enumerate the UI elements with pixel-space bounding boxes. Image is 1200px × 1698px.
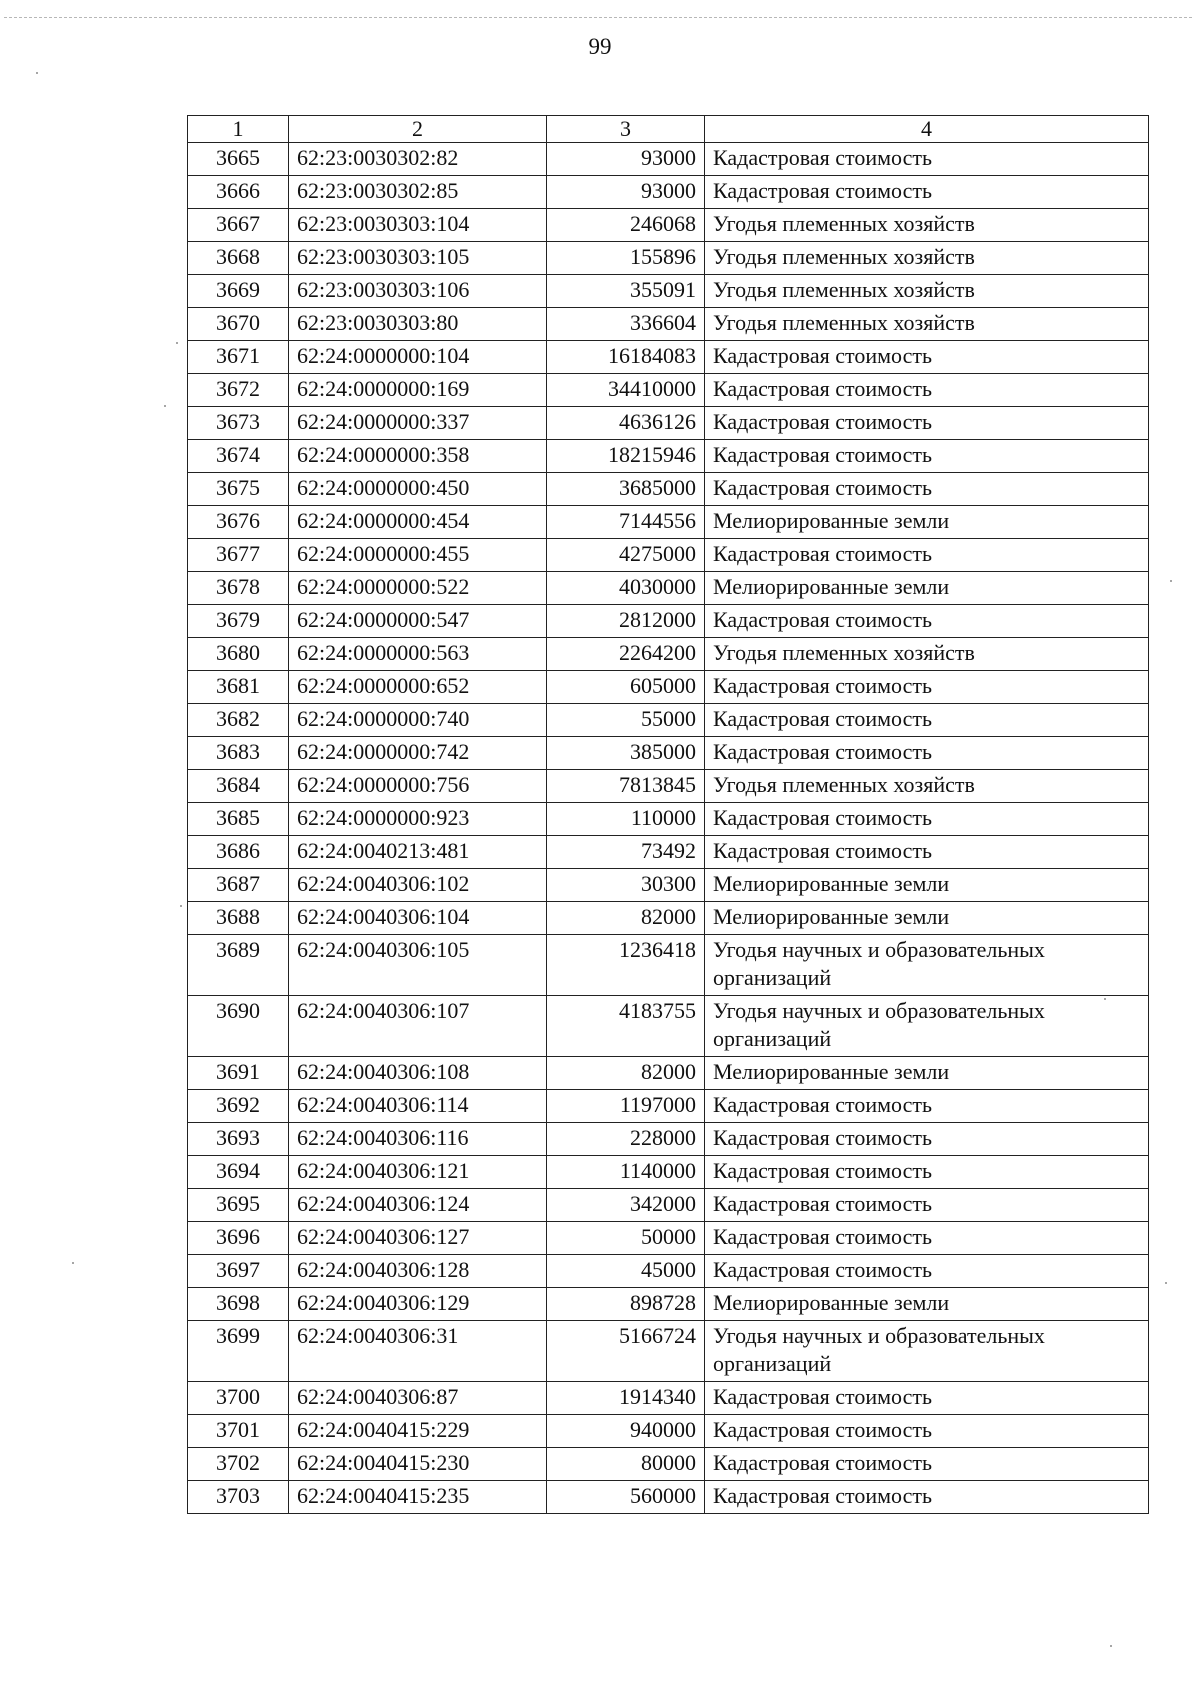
land-category: Кадастровая стоимость — [705, 473, 1149, 506]
cadastral-value: 34410000 — [547, 374, 705, 407]
cadastral-number: 62:24:0040306:107 — [289, 996, 547, 1057]
scan-speck — [180, 905, 182, 907]
table-row — [188, 407, 1149, 440]
cadastral-value: 2264200 — [547, 638, 705, 671]
cadastral-value: 560000 — [547, 1481, 705, 1514]
table-row — [188, 605, 1149, 638]
table-row — [188, 308, 1149, 341]
cadastral-number: 62:23:0030303:104 — [289, 209, 547, 242]
table-row — [188, 1481, 1149, 1514]
land-category: Кадастровая стоимость — [705, 440, 1149, 473]
table-row — [188, 1255, 1149, 1288]
row-number: 3698 — [188, 1288, 289, 1321]
cadastral-number: 62:24:0040306:121 — [289, 1156, 547, 1189]
cadastral-value: 5166724 — [547, 1321, 705, 1382]
cadastral-value: 4183755 — [547, 996, 705, 1057]
land-category: Угодья научных и образовательных организаций — [705, 1321, 1149, 1382]
scan-speck — [164, 405, 166, 407]
cadastral-value: 336604 — [547, 308, 705, 341]
row-number: 3690 — [188, 996, 289, 1057]
cadastral-value: 82000 — [547, 1057, 705, 1090]
cadastral-number: 62:24:0040415:229 — [289, 1415, 547, 1448]
table-row — [188, 209, 1149, 242]
scan-speck — [176, 342, 178, 344]
cadastral-value: 80000 — [547, 1448, 705, 1481]
cadastral-number: 62:24:0000000:547 — [289, 605, 547, 638]
row-number: 3703 — [188, 1481, 289, 1514]
cadastral-value: 7144556 — [547, 506, 705, 539]
land-category: Кадастровая стоимость — [705, 539, 1149, 572]
row-number: 3686 — [188, 836, 289, 869]
row-number: 3681 — [188, 671, 289, 704]
land-category: Кадастровая стоимость — [705, 407, 1149, 440]
land-category: Кадастровая стоимость — [705, 1382, 1149, 1415]
table-row — [188, 1288, 1149, 1321]
row-number: 3694 — [188, 1156, 289, 1189]
land-category: Мелиорированные земли — [705, 1288, 1149, 1321]
land-registry-table — [187, 115, 1149, 1514]
table-row — [188, 1123, 1149, 1156]
row-number: 3688 — [188, 902, 289, 935]
scan-speck — [72, 1262, 74, 1264]
land-category: Мелиорированные земли — [705, 869, 1149, 902]
row-number: 3666 — [188, 176, 289, 209]
cadastral-number: 62:23:0030303:105 — [289, 242, 547, 275]
land-category: Угодья научных и образовательных организаций — [705, 935, 1149, 996]
cadastral-value: 605000 — [547, 671, 705, 704]
page-number: 99 — [588, 34, 612, 59]
cadastral-value: 155896 — [547, 242, 705, 275]
cadastral-number: 62:24:0040306:104 — [289, 902, 547, 935]
row-number: 3665 — [188, 143, 289, 176]
cadastral-number: 62:24:0040306:129 — [289, 1288, 547, 1321]
row-number: 3691 — [188, 1057, 289, 1090]
scan-speck — [1165, 1282, 1167, 1284]
table-row — [188, 473, 1149, 506]
cadastral-value: 73492 — [547, 836, 705, 869]
land-category: Кадастровая стоимость — [705, 605, 1149, 638]
cadastral-number: 62:24:0040306:114 — [289, 1090, 547, 1123]
row-number: 3683 — [188, 737, 289, 770]
land-category: Кадастровая стоимость — [705, 374, 1149, 407]
table-row — [188, 1448, 1149, 1481]
land-category: Угодья племенных хозяйств — [705, 770, 1149, 803]
row-number: 3701 — [188, 1415, 289, 1448]
cadastral-value: 4636126 — [547, 407, 705, 440]
row-number: 3696 — [188, 1222, 289, 1255]
cadastral-value: 7813845 — [547, 770, 705, 803]
land-category: Кадастровая стоимость — [705, 176, 1149, 209]
row-number: 3676 — [188, 506, 289, 539]
cadastral-value: 30300 — [547, 869, 705, 902]
scan-speck — [36, 72, 38, 74]
land-category: Кадастровая стоимость — [705, 1189, 1149, 1222]
cadastral-number: 62:24:0000000:652 — [289, 671, 547, 704]
land-category: Мелиорированные земли — [705, 572, 1149, 605]
cadastral-number: 62:24:0000000:923 — [289, 803, 547, 836]
land-category: Угодья племенных хозяйств — [705, 638, 1149, 671]
row-number: 3678 — [188, 572, 289, 605]
cadastral-number: 62:24:0040306:31 — [289, 1321, 547, 1382]
land-category: Кадастровая стоимость — [705, 1481, 1149, 1514]
land-category: Мелиорированные земли — [705, 1057, 1149, 1090]
cadastral-value: 246068 — [547, 209, 705, 242]
land-category: Угодья племенных хозяйств — [705, 242, 1149, 275]
table-row — [188, 572, 1149, 605]
scan-speck — [1170, 580, 1172, 582]
cadastral-number: 62:23:0030302:85 — [289, 176, 547, 209]
table-row — [188, 671, 1149, 704]
table-row — [188, 803, 1149, 836]
table-row — [188, 935, 1149, 996]
table-row — [188, 869, 1149, 902]
cadastral-value: 1140000 — [547, 1156, 705, 1189]
table-row — [188, 1156, 1149, 1189]
scan-speck — [1110, 1645, 1112, 1647]
cadastral-number: 62:24:0000000:740 — [289, 704, 547, 737]
row-number: 3702 — [188, 1448, 289, 1481]
land-category: Кадастровая стоимость — [705, 671, 1149, 704]
row-number: 3693 — [188, 1123, 289, 1156]
cadastral-value: 3685000 — [547, 473, 705, 506]
land-category: Угодья научных и образовательных организаций — [705, 996, 1149, 1057]
cadastral-number: 62:24:0040415:230 — [289, 1448, 547, 1481]
cadastral-number: 62:24:0000000:104 — [289, 341, 547, 374]
row-number: 3689 — [188, 935, 289, 996]
table-row — [188, 143, 1149, 176]
cadastral-value: 4275000 — [547, 539, 705, 572]
cadastral-value: 1914340 — [547, 1382, 705, 1415]
cadastral-number: 62:24:0040415:235 — [289, 1481, 547, 1514]
cadastral-number: 62:24:0040306:128 — [289, 1255, 547, 1288]
table-row — [188, 1057, 1149, 1090]
land-category: Кадастровая стоимость — [705, 1156, 1149, 1189]
row-number: 3684 — [188, 770, 289, 803]
cadastral-number: 62:24:0000000:169 — [289, 374, 547, 407]
row-number: 3680 — [188, 638, 289, 671]
cadastral-value: 355091 — [547, 275, 705, 308]
cadastral-value: 16184083 — [547, 341, 705, 374]
row-number: 3695 — [188, 1189, 289, 1222]
land-category: Кадастровая стоимость — [705, 1090, 1149, 1123]
cadastral-number: 62:24:0000000:522 — [289, 572, 547, 605]
row-number: 3672 — [188, 374, 289, 407]
table-row — [188, 506, 1149, 539]
cadastral-value: 385000 — [547, 737, 705, 770]
row-number: 3699 — [188, 1321, 289, 1382]
cadastral-value: 82000 — [547, 902, 705, 935]
land-category: Кадастровая стоимость — [705, 803, 1149, 836]
table-row — [188, 1382, 1149, 1415]
cadastral-value: 50000 — [547, 1222, 705, 1255]
table-row — [188, 1222, 1149, 1255]
column-header-3: 3 — [547, 116, 705, 143]
cadastral-number: 62:24:0000000:358 — [289, 440, 547, 473]
row-number: 3687 — [188, 869, 289, 902]
land-category: Мелиорированные земли — [705, 506, 1149, 539]
table-row — [188, 704, 1149, 737]
cadastral-number: 62:24:0040306:116 — [289, 1123, 547, 1156]
row-number: 3668 — [188, 242, 289, 275]
table-body — [188, 143, 1149, 1514]
land-category: Кадастровая стоимость — [705, 704, 1149, 737]
land-category: Мелиорированные земли — [705, 902, 1149, 935]
column-header-1: 1 — [188, 116, 289, 143]
land-category: Кадастровая стоимость — [705, 737, 1149, 770]
header-row — [188, 116, 1149, 143]
land-category: Кадастровая стоимость — [705, 1123, 1149, 1156]
land-category: Угодья племенных хозяйств — [705, 275, 1149, 308]
row-number: 3667 — [188, 209, 289, 242]
cadastral-number: 62:23:0030302:82 — [289, 143, 547, 176]
row-number: 3671 — [188, 341, 289, 374]
land-category: Кадастровая стоимость — [705, 1415, 1149, 1448]
table-row — [188, 539, 1149, 572]
cadastral-number: 62:24:0000000:454 — [289, 506, 547, 539]
cadastral-number: 62:24:0040306:105 — [289, 935, 547, 996]
table-row — [188, 1090, 1149, 1123]
cadastral-number: 62:24:0040306:127 — [289, 1222, 547, 1255]
table-row — [188, 770, 1149, 803]
cadastral-number: 62:24:0000000:756 — [289, 770, 547, 803]
table-row — [188, 242, 1149, 275]
land-category: Кадастровая стоимость — [705, 836, 1149, 869]
cadastral-value: 55000 — [547, 704, 705, 737]
cadastral-number: 62:24:0040306:124 — [289, 1189, 547, 1222]
cadastral-value: 2812000 — [547, 605, 705, 638]
table-row — [188, 638, 1149, 671]
land-category: Угодья племенных хозяйств — [705, 308, 1149, 341]
land-category: Кадастровая стоимость — [705, 1255, 1149, 1288]
row-number: 3682 — [188, 704, 289, 737]
cadastral-number: 62:24:0040306:108 — [289, 1057, 547, 1090]
land-category: Кадастровая стоимость — [705, 341, 1149, 374]
cadastral-value: 1197000 — [547, 1090, 705, 1123]
cadastral-value: 1236418 — [547, 935, 705, 996]
cadastral-number: 62:24:0000000:455 — [289, 539, 547, 572]
table-header — [188, 116, 1149, 143]
column-header-2: 2 — [289, 116, 547, 143]
row-number: 3669 — [188, 275, 289, 308]
row-number: 3697 — [188, 1255, 289, 1288]
cadastral-number: 62:23:0030303:106 — [289, 275, 547, 308]
cadastral-value: 940000 — [547, 1415, 705, 1448]
table-row — [188, 440, 1149, 473]
table-row — [188, 737, 1149, 770]
table-row — [188, 176, 1149, 209]
land-category: Кадастровая стоимость — [705, 1448, 1149, 1481]
cadastral-value: 18215946 — [547, 440, 705, 473]
row-number: 3673 — [188, 407, 289, 440]
row-number: 3700 — [188, 1382, 289, 1415]
cadastral-number: 62:24:0000000:742 — [289, 737, 547, 770]
row-number: 3670 — [188, 308, 289, 341]
table-row — [188, 374, 1149, 407]
cadastral-number: 62:24:0000000:450 — [289, 473, 547, 506]
table-row — [188, 275, 1149, 308]
row-number: 3679 — [188, 605, 289, 638]
table-row — [188, 902, 1149, 935]
cadastral-value: 45000 — [547, 1255, 705, 1288]
cadastral-number: 62:23:0030303:80 — [289, 308, 547, 341]
table-row — [188, 1321, 1149, 1382]
table-row — [188, 1415, 1149, 1448]
table-row — [188, 341, 1149, 374]
table-row — [188, 836, 1149, 869]
cadastral-value: 110000 — [547, 803, 705, 836]
row-number: 3674 — [188, 440, 289, 473]
cadastral-value: 898728 — [547, 1288, 705, 1321]
table-row — [188, 1189, 1149, 1222]
cadastral-number: 62:24:0040213:481 — [289, 836, 547, 869]
table-row — [188, 996, 1149, 1057]
cadastral-value: 342000 — [547, 1189, 705, 1222]
row-number: 3677 — [188, 539, 289, 572]
land-category: Кадастровая стоимость — [705, 1222, 1149, 1255]
cadastral-value: 93000 — [547, 143, 705, 176]
land-category: Кадастровая стоимость — [705, 143, 1149, 176]
land-category: Угодья племенных хозяйств — [705, 209, 1149, 242]
column-header-4: 4 — [705, 116, 1149, 143]
cadastral-value: 4030000 — [547, 572, 705, 605]
row-number: 3685 — [188, 803, 289, 836]
cadastral-number: 62:24:0040306:102 — [289, 869, 547, 902]
cadastral-number: 62:24:0000000:337 — [289, 407, 547, 440]
cadastral-value: 228000 — [547, 1123, 705, 1156]
scan-speck — [1104, 998, 1106, 1000]
cadastral-number: 62:24:0000000:563 — [289, 638, 547, 671]
cadastral-value: 93000 — [547, 176, 705, 209]
scan-top-edge — [4, 17, 1192, 18]
cadastral-number: 62:24:0040306:87 — [289, 1382, 547, 1415]
row-number: 3692 — [188, 1090, 289, 1123]
row-number: 3675 — [188, 473, 289, 506]
